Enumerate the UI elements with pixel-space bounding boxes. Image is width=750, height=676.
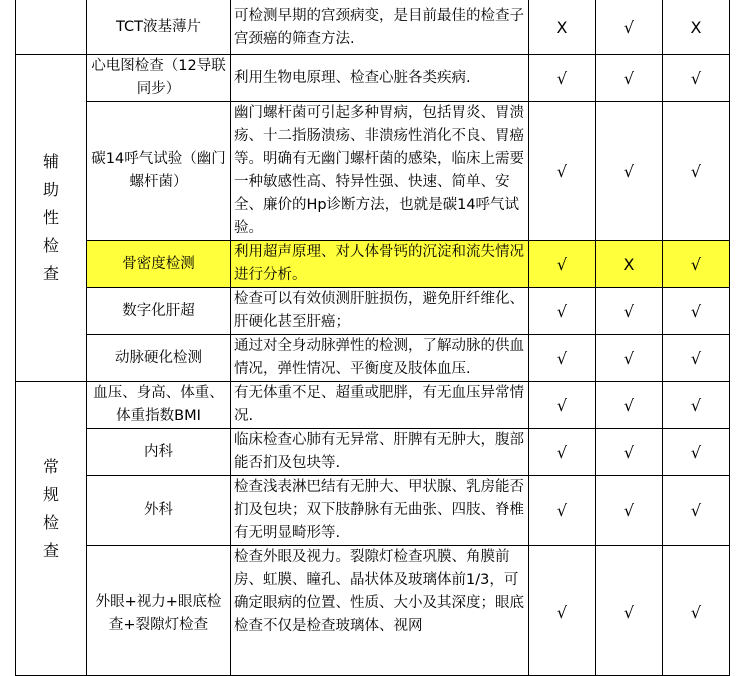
desc-cell: 检查可以有效侦测肝脏损伤，避免肝纤维化、肝硬化甚至肝癌； (231, 288, 529, 335)
mark-cell: √ (529, 429, 596, 476)
mark-cell: √ (529, 335, 596, 382)
table-row (16, 288, 730, 335)
mark-cell: X (596, 241, 663, 288)
mark-cell: √ (663, 476, 730, 546)
mark-cell: X (529, 0, 596, 55)
table-row-highlighted (16, 241, 730, 288)
item-cell: 数字化肝超 (87, 288, 231, 335)
mark-cell: √ (529, 102, 596, 241)
checkup-table (15, 0, 730, 676)
mark-cell: √ (663, 335, 730, 382)
category-label: 辅助性检查 (42, 152, 59, 283)
item-cell: 血压、身高、体重、体重指数BMI (87, 382, 231, 429)
mark-cell: √ (663, 382, 730, 429)
table-row (16, 546, 730, 676)
item-cell: TCT液基薄片 (87, 0, 231, 55)
mark-cell: √ (529, 546, 596, 676)
desc-cell: 可检测早期的宫颈病变，是目前最佳的检查子宫颈癌的筛查方法. (231, 0, 529, 55)
table-row (16, 55, 730, 102)
desc-cell: 通过对全身动脉弹性的检测，了解动脉的供血情况，弹性情况、平衡度及肢体血压. (231, 335, 529, 382)
table-row (16, 335, 730, 382)
mark-cell: √ (596, 382, 663, 429)
mark-cell: √ (596, 0, 663, 55)
item-cell: 内科 (87, 429, 231, 476)
mark-cell: √ (596, 546, 663, 676)
item-cell: 动脉硬化检测 (87, 335, 231, 382)
item-cell: 心电图检查（12导联同步） (87, 55, 231, 102)
mark-cell: √ (529, 241, 596, 288)
desc-cell: 利用生物电原理、检查心脏各类疾病. (231, 55, 529, 102)
item-cell: 碳14呼气试验（幽门螺杆菌） (87, 102, 231, 241)
category-label (16, 0, 86, 3)
mark-cell: √ (663, 55, 730, 102)
mark-cell: √ (596, 476, 663, 546)
desc-cell: 利用超声原理、对人体骨钙的沉淀和流失情况进行分析。 (231, 241, 529, 288)
item-cell: 外科 (87, 476, 231, 546)
desc-cell: 幽门螺杆菌可引起多种胃病，包括胃炎、胃溃疡、十二指肠溃疡、非溃疡性消化不良、胃癌等。明确有无幽门螺杆菌的感染，临床上需要一种敏感性高、特异性强、快速、简单、安全、廉价的Hp诊断方法，也就是碳14呼气试验。 (231, 102, 529, 241)
table-row (16, 429, 730, 476)
mark-cell: √ (596, 429, 663, 476)
mark-cell: √ (529, 476, 596, 546)
table-row (16, 0, 730, 55)
mark-cell: √ (663, 429, 730, 476)
mark-cell: √ (663, 288, 730, 335)
desc-cell: 临床检查心肺有无异常、肝脾有无肿大，腹部能否扪及包块等. (231, 429, 529, 476)
item-cell: 外眼+视力+眼底检查+裂隙灯检查 (87, 546, 231, 676)
mark-cell: √ (663, 546, 730, 676)
item-cell: 骨密度检测 (87, 241, 231, 288)
mark-cell: √ (596, 335, 663, 382)
desc-cell: 检查外眼及视力。裂隙灯检查巩膜、角膜前房、虹膜、瞳孔、晶状体及玻璃体前1/3，可确定眼病的位置、性质、大小及其深度；眼底检查不仅是检查玻璃体、视网 (231, 546, 529, 676)
mark-cell: √ (529, 288, 596, 335)
desc-cell: 检查浅表淋巴结有无肿大、甲状腺、乳房能否扪及包块；双下肢静脉有无曲张、四肢、脊椎有无明显畸形等. (231, 476, 529, 546)
mark-cell: √ (596, 102, 663, 241)
table-row (16, 476, 730, 546)
mark-cell: √ (663, 241, 730, 288)
table-row (16, 382, 730, 429)
mark-cell: √ (596, 55, 663, 102)
table-row (16, 102, 730, 241)
category-cell (16, 0, 87, 55)
mark-cell: √ (529, 55, 596, 102)
mark-cell: √ (596, 288, 663, 335)
desc-cell: 有无体重不足、超重或肥胖，有无血压异常情况. (231, 382, 529, 429)
mark-cell: X (663, 0, 730, 55)
category-cell (16, 382, 87, 676)
mark-cell: √ (529, 382, 596, 429)
category-label: 常规检查 (42, 456, 59, 560)
category-cell (16, 55, 87, 382)
mark-cell: √ (663, 102, 730, 241)
